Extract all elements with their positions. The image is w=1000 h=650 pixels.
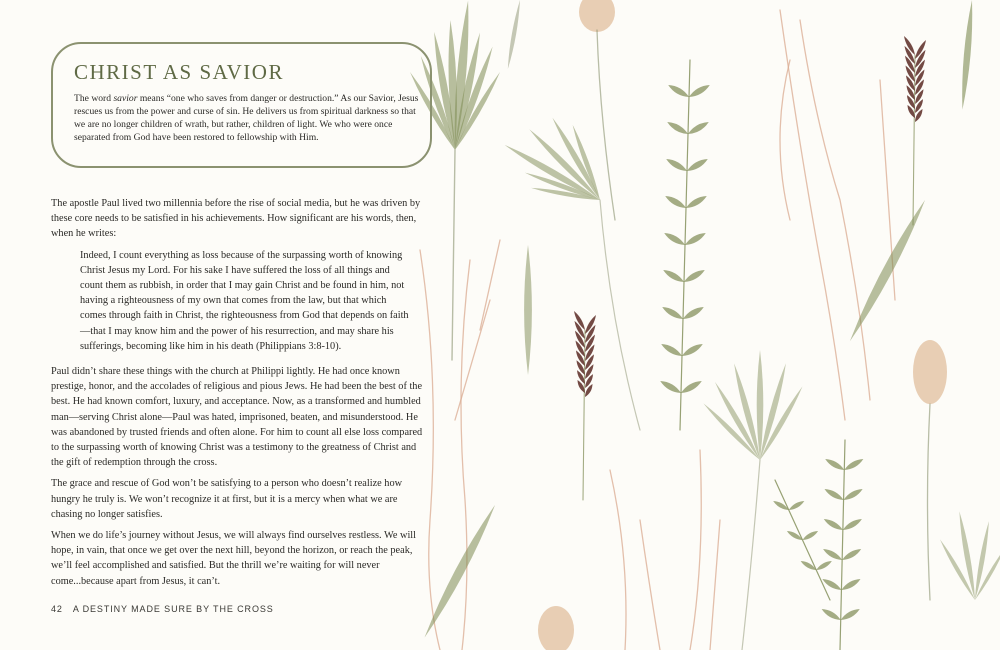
sidebar-body-start: The word	[74, 93, 114, 104]
leaf	[844, 459, 863, 470]
page-number: 42	[51, 604, 63, 614]
page-footer	[51, 604, 274, 614]
sidebar-title: CHRIST AS SAVIOR	[74, 60, 284, 84]
sidebar-box	[51, 42, 432, 168]
stem	[640, 520, 660, 650]
running-head: A DESTINY MADE SURE BY THE CROSS	[72, 604, 274, 614]
seed-head	[913, 340, 947, 404]
stem	[780, 10, 845, 420]
leaf	[760, 363, 786, 460]
leaf	[685, 233, 706, 245]
leaf	[661, 344, 682, 356]
leaf	[667, 122, 688, 134]
leaf	[803, 531, 819, 540]
leaf	[962, 0, 972, 110]
leaf	[688, 122, 709, 134]
stem	[480, 240, 500, 330]
stem	[597, 30, 615, 220]
sidebar-body-emphasis: savior	[113, 93, 138, 104]
leaf	[664, 233, 685, 245]
leaf	[687, 159, 708, 171]
leaf	[662, 307, 683, 319]
leaf	[663, 270, 684, 282]
body-paragraph-3: When we do life’s journey without Jesus, we will always find ourselves restless. We will hope, in vain, that once we get over the next hill, beyond the horizon, or reach the peak, we’ll feel accomplished and satisfied. But the thrill we’re waiting for will never come...because apart from Jesus, it can’t.	[51, 530, 417, 587]
seed-head	[538, 606, 574, 650]
leaf	[686, 196, 707, 208]
sidebar-body-rest: means “one who saves from danger or destruction.” As our Savior, Jesus rescues us from the power and curse of sin. He delivers us from spiritual darkness so that we are no longer children of wrath, but rather, children of light. We who were once separated from God have been restored to fellowship with Him.	[74, 93, 419, 143]
stem	[610, 470, 626, 650]
leaf	[683, 307, 704, 319]
body-paragraph-1: Paul didn’t share these things with the church at Philippi lightly. He had once known prestige, honor, and the accolades of religious and pious Jews. He had been the best of the best. He had known comfort, luxury, and acceptance. Now, as a transformed and humbled man—serving Christ alone—Paul was hated, imprisoned, beaten, and misunderstood. He was abandoned by trusted friends and often alone. For him to count all else loss compared to the surpassing worth of knowing Christ was a testimony to the greatness of Christ and the gift of redemption through the cross.	[51, 366, 423, 469]
stem	[780, 60, 790, 220]
leaf	[843, 519, 862, 530]
leaf	[825, 459, 844, 470]
leaf	[822, 609, 841, 620]
leaf	[760, 386, 803, 460]
leaf	[850, 200, 925, 341]
stem	[455, 300, 490, 420]
intro-paragraph: The apostle Paul lived two millennia before the rise of social media, but he was driven by these core needs to be satisfied in his achievements. How significant are his words, then, when he writes:	[51, 198, 421, 240]
leaf	[824, 519, 843, 530]
leaf	[757, 350, 764, 460]
leaf	[508, 0, 520, 69]
leaf	[823, 549, 842, 560]
leaf	[682, 344, 703, 356]
stem	[600, 200, 640, 430]
seed-head	[579, 0, 615, 32]
stem	[742, 460, 760, 650]
leaf	[524, 245, 532, 375]
stem	[710, 520, 720, 650]
body-paragraph-2: The grace and rescue of God won’t be satisfying to a person who doesn’t realize how hungry he truly is. We won’t recognize it at first, but it is a mercy when what we are chasing no longer satisfies.	[51, 478, 403, 520]
stem	[461, 260, 470, 650]
stem	[690, 450, 701, 650]
leaf	[841, 579, 860, 590]
leaf	[844, 489, 863, 500]
leaf	[689, 85, 710, 97]
leaf	[842, 549, 861, 560]
leaf	[789, 501, 805, 510]
leaf	[841, 609, 860, 620]
leaf	[681, 381, 702, 393]
leaf	[660, 381, 681, 393]
leaf	[816, 561, 832, 570]
stem	[800, 20, 870, 400]
leaf	[684, 270, 705, 282]
leaf	[425, 505, 495, 637]
leaf	[825, 489, 844, 500]
sidebar-body	[74, 92, 419, 144]
scripture-quote: Indeed, I count everything as loss because of the surpassing worth of knowing Christ Jesus my Lord. For his sake I have suffered the loss of all things and count them as rubbish, in order that I may gain Christ and be found in him, not having a righteousness of my own that comes from the law, but that which comes through faith in Christ, the righteousness from God that depends on faith—that I may know him and the power of his resurrection, and may share his sufferings, becoming like him in his death (Philippians 3:8-10).	[80, 249, 409, 352]
main-text	[51, 196, 429, 595]
stem	[928, 404, 931, 600]
stem	[452, 150, 455, 360]
leaf	[668, 85, 689, 97]
leaf	[665, 196, 686, 208]
leaf	[666, 159, 687, 171]
